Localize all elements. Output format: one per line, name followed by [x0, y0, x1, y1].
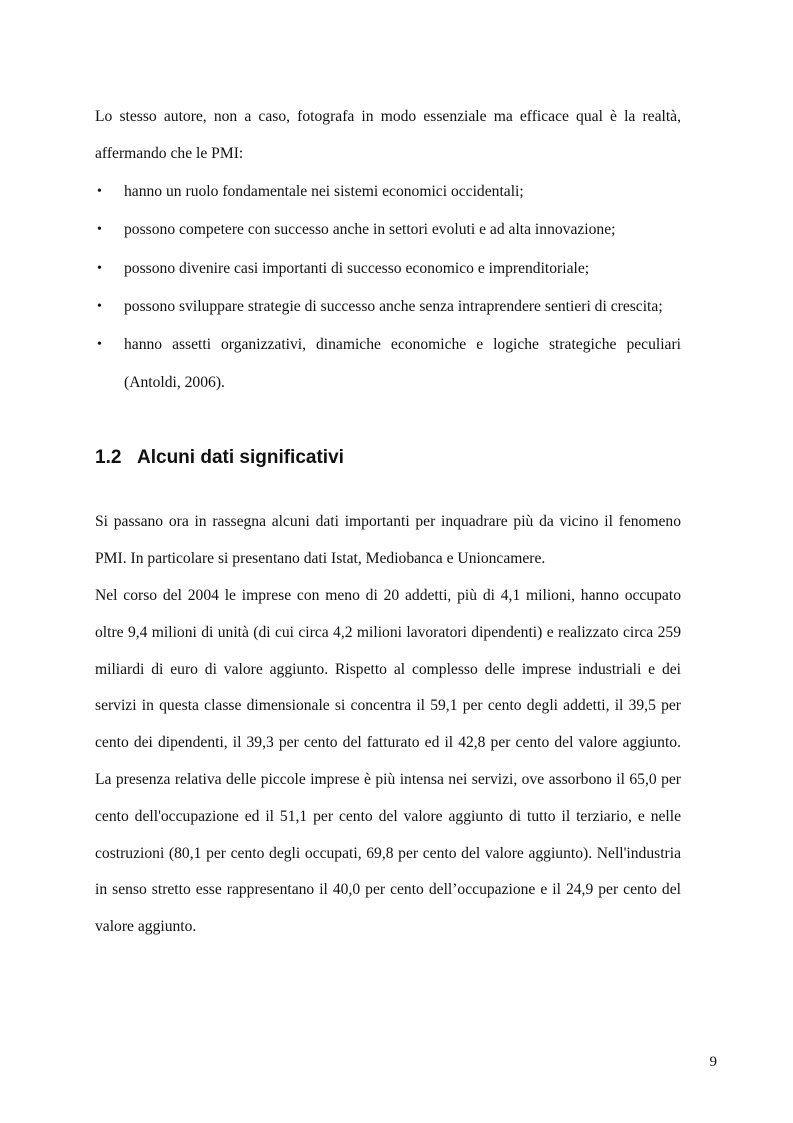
list-item-text: hanno assetti organizzativi, dinamiche economiche e logiche strategiche peculiari (Antoldi, 2006).	[124, 336, 681, 392]
bullet-icon: •	[97, 298, 102, 314]
list-item	[95, 173, 681, 211]
bullet-icon: •	[97, 184, 102, 199]
list-item-text: possono divenire casi importanti di successo economico e imprenditoriale;	[124, 259, 590, 277]
bullet-list	[95, 173, 681, 403]
bullet-icon: •	[97, 222, 102, 238]
section-number: 1.2	[95, 447, 122, 468]
list-item	[95, 250, 681, 288]
intro-paragraph: Lo stesso autore, non a caso, fotografa in modo essenziale ma efficace qual è la realtà, affermando che le PMI:	[95, 108, 681, 162]
body-paragraph-2: Nel corso del 2004 le imprese con meno di 20 addetti, più di 4,1 milioni, hanno occupato oltre 9,4 milioni di unità (di cui circa 4,2 milioni lavoratori dipendenti) e realizzato circa 259 miliardi di euro di valore aggiunto. Rispetto al complesso delle imprese industriali e dei servizi in questa classe dimensionale si concentra il 59,1 per cento degli addetti, il 39,5 per cento dei dipendenti, il 39,3 per cento del fatturato ed il 42,8 per cento del valore aggiunto. La presenza relativa delle piccole imprese è più intensa nei servizi, ove assorbono il 65,0 per cento dell'occupazione ed il 51,1 per cento del valore aggiunto di tutto il terziario, e nelle costruzioni (80,1 per cento degli occupati, 69,8 per cento del valore aggiunto). Nell'industria in senso stretto esse rappresentano il 40,0 per cento dell’occupazione e il 24,9 per cento del valore aggiunto.	[95, 587, 681, 936]
bullet-icon: •	[97, 337, 102, 353]
list-item-text: possono competere con successo anche in settori evoluti e ad alta innovazione;	[124, 221, 616, 239]
list-item	[95, 288, 681, 326]
list-item-text: possono sviluppare strategie di successo anche senza intraprendere sentieri di crescita;	[124, 297, 663, 315]
page-number: 9	[709, 1054, 717, 1070]
body-paragraph-1: Si passano ora in rassegna alcuni dati importanti per inquadrare più da vicino il fenomeno PMI. In particolare si presentano dati Istat, Mediobanca e Unioncamere.	[95, 513, 681, 567]
list-item	[95, 211, 681, 249]
section-heading	[95, 444, 344, 472]
bullet-icon: •	[97, 260, 102, 276]
list-item-text: hanno un ruolo fondamentale nei sistemi economici occidentali;	[124, 183, 524, 200]
section-title: Alcuni dati significativi	[137, 447, 344, 468]
list-item	[95, 326, 681, 403]
